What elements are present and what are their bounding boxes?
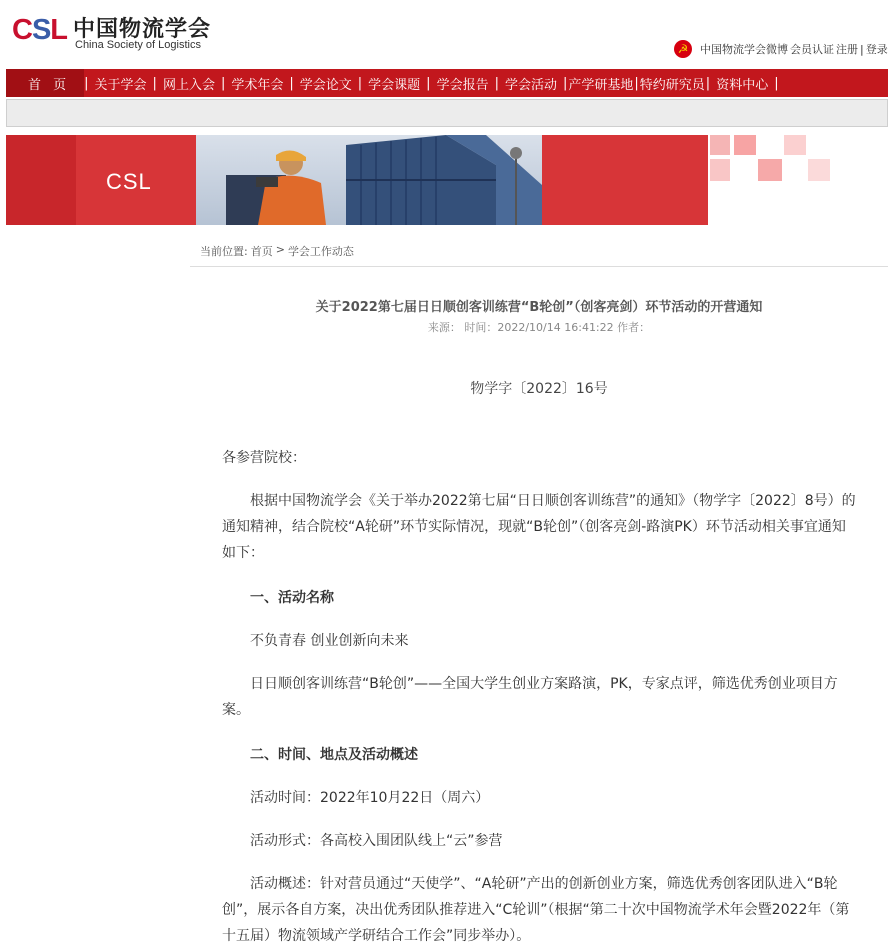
intro-paragraph: 根据中国物流学会《关于举办2022第七届“日日顺创客训练营”的通知》（物学字〔2022〕8号）的通知精神，结合院校“A轮研”环节实际情况，现就“B轮创”（创客亮剑-路演PK）环节活动相关事宜通知如下： (222, 493, 856, 561)
weibo-link[interactable]: 中国物流学会微博 (700, 43, 788, 56)
breadcrumb-section-link[interactable]: 学会工作动态 (287, 245, 354, 258)
nav-item-join-online[interactable]: 网上入会 (162, 77, 215, 93)
paragraph: 活动概述：针对营员通过“天使学”、“A轮研”产出的创新创业方案，筛选优秀创客团队进入“B轮创”，展示各自方案，决出优秀团队推荐进入“C轮训”（根据“第二十次中国物流学术年会暨2022年（第十五届）物流领域产学研结合工作会”同步举办）。 (222, 876, 850, 944)
paragraph: 日日顺创客训练营“B轮创”——全国大学生创业方案路演，PK，专家点评，筛选优秀创业项目方案。 (222, 676, 838, 718)
container-port-image (196, 135, 542, 225)
decor-square (808, 159, 830, 181)
logo-letter-l: L (50, 14, 68, 46)
nav-separator: | (289, 75, 294, 91)
divider (190, 266, 888, 267)
nav-item-resources[interactable]: 资料中心 (716, 77, 769, 93)
nav-item-projects[interactable]: 学会课题 (368, 77, 421, 93)
decor-square (734, 135, 756, 155)
decor-square (710, 135, 730, 155)
logo-letter-s: S (31, 14, 51, 46)
logo-english-name: China Society of Logistics (75, 39, 201, 51)
nav-separator: | (426, 75, 431, 91)
nav-item-researchers[interactable]: 特约研究员 (639, 77, 705, 93)
nav-item-papers[interactable]: 学会论文 (299, 77, 352, 93)
logo-chinese-name[interactable]: 中国物流学会 (73, 17, 212, 42)
logo-letter-c: C (12, 14, 32, 46)
member-auth-link[interactable]: 会员认证 (790, 43, 834, 56)
decor-square (710, 159, 730, 181)
decor-square (758, 159, 782, 181)
logo-abbreviation[interactable] (12, 14, 67, 47)
party-emblem-icon: ☭ (674, 40, 692, 58)
salutation: 各参营院校： (222, 450, 306, 466)
nav-item-annual-conference[interactable]: 学术年会 (231, 77, 284, 93)
nav-separator: | (152, 75, 157, 91)
nav-separator: | (494, 75, 499, 91)
nav-separator: | (774, 75, 779, 91)
nav-item-home[interactable]: 首 页 (6, 69, 84, 97)
nav-separator: | (705, 75, 711, 91)
nav-separator: | (634, 75, 639, 91)
banner-block (6, 135, 76, 225)
register-link[interactable]: 注册 (836, 43, 858, 56)
paragraph: 不负青春 创业创新向未来 (222, 633, 409, 649)
paragraph: 活动时间：2022年10月22日（周六） (222, 790, 490, 806)
banner-photo (196, 135, 542, 225)
nav-item-reports[interactable]: 学会报告 (436, 77, 489, 93)
banner-logo-text: CSL (106, 169, 152, 194)
banner-block (542, 135, 708, 225)
paragraph: 活动形式：各高校入围团队线上“云”参营 (222, 833, 503, 849)
breadcrumb-arrow: > (275, 243, 285, 256)
article-title: 关于2022第七届日日顺创客训练营“B轮创”（创客亮剑）环节活动的开营通知 (315, 300, 763, 315)
breadcrumb-label: 当前位置: (200, 245, 248, 258)
nav-separator: | (357, 75, 363, 91)
nav-item-about[interactable]: 关于学会 (94, 77, 147, 93)
document-number: 物学字〔2022〕16号 (470, 381, 608, 397)
nav-separator: | (84, 75, 89, 91)
section-heading: 一、活动名称 (222, 590, 334, 606)
banner (6, 135, 888, 225)
top-link-separator: | (860, 42, 864, 56)
nav-item-activities[interactable]: 学会活动 (504, 77, 557, 93)
nav-separator: | (562, 75, 568, 91)
nav-item-research-base[interactable]: 产学研基地 (568, 77, 634, 93)
decor-square (784, 135, 806, 155)
login-link[interactable]: 登录 (865, 43, 888, 56)
nav-separator: | (220, 75, 226, 91)
sub-nav-bar (6, 99, 888, 127)
breadcrumb-home-link[interactable]: 首页 (250, 245, 273, 258)
main-nav (6, 69, 888, 97)
article-meta: 来源： 时间：2022/10/14 16:41:22 作者： (427, 321, 651, 334)
section-heading: 二、时间、地点及活动概述 (222, 747, 418, 763)
breadcrumb (200, 243, 354, 259)
top-links (674, 40, 888, 58)
